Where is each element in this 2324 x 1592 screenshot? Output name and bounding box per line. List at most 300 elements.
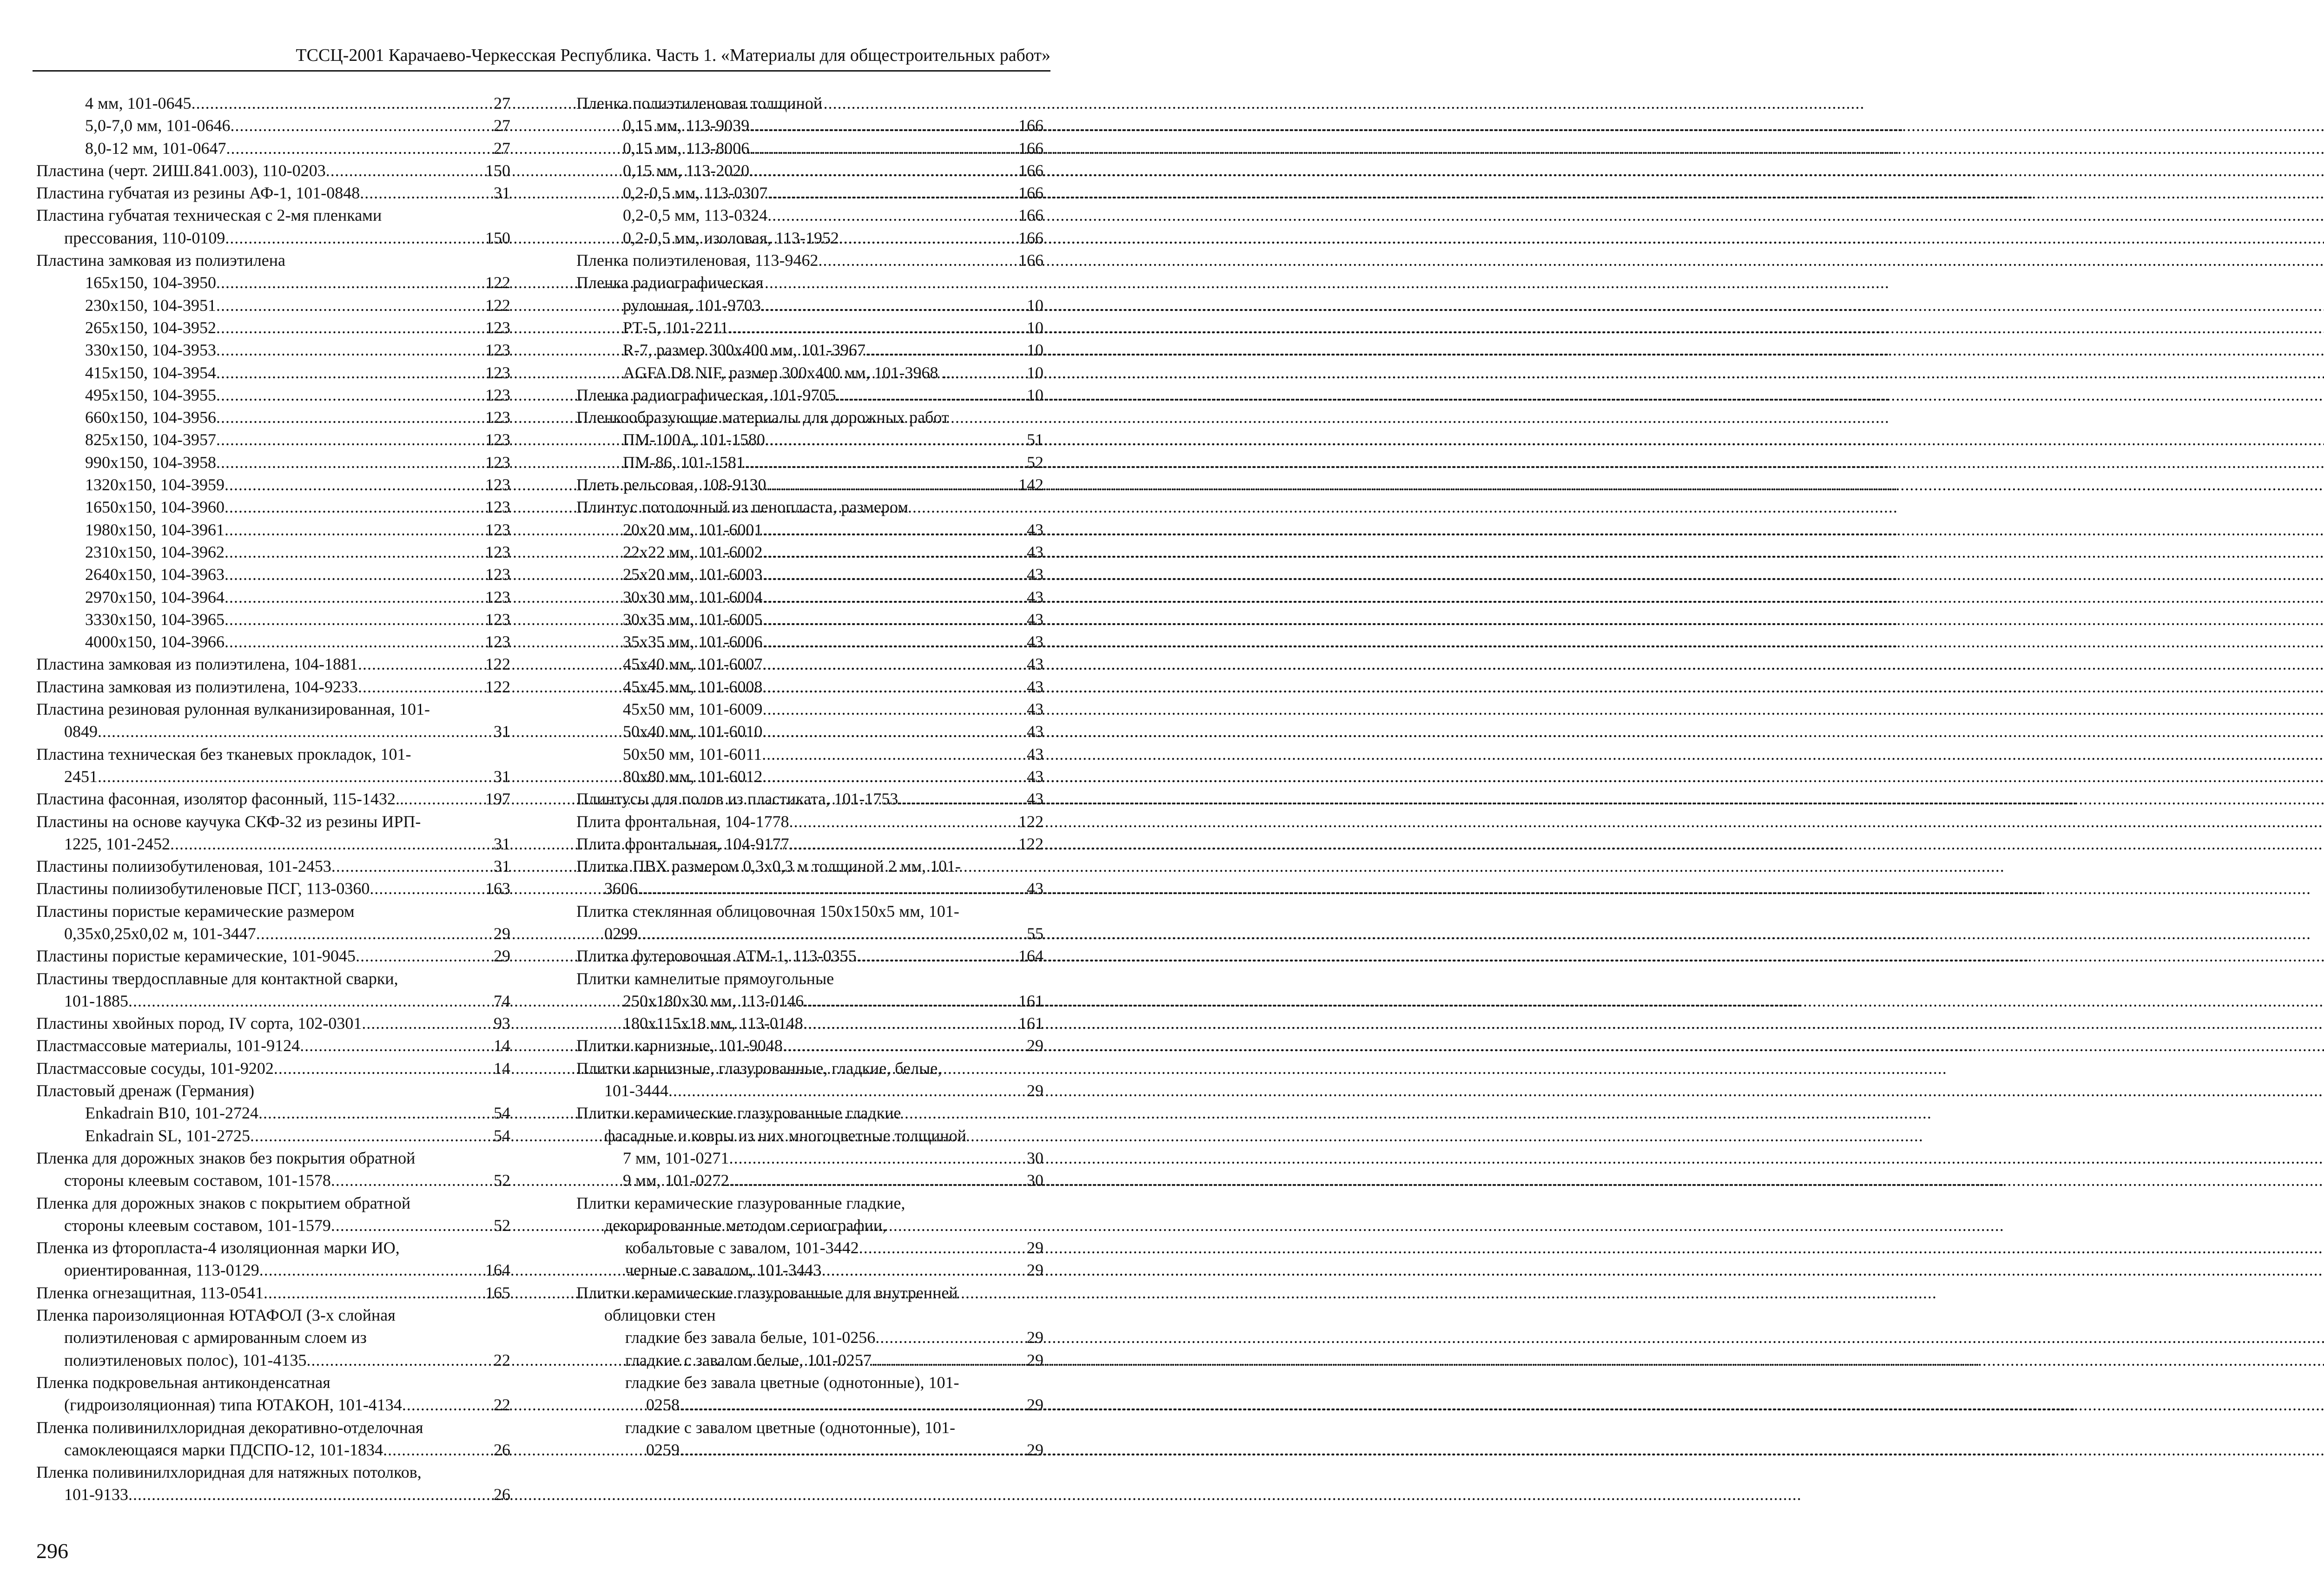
leader-dots	[128, 990, 493, 1012]
entry-page: 161	[1018, 991, 1043, 1010]
index-entry	[36, 720, 510, 743]
entry-page: 122	[1018, 812, 1043, 831]
entry-text: Пластины хвойных пород, IV сорта, 102-0301	[36, 1014, 362, 1033]
entry-page: 54	[494, 1126, 510, 1145]
index-entry	[576, 1259, 1043, 1281]
leader-dots	[274, 1057, 493, 1079]
index-entry	[576, 788, 1043, 810]
index-entry	[576, 541, 1043, 563]
entry-page: 164	[485, 1261, 510, 1280]
leader-dots	[822, 1259, 1026, 1281]
entry-text: Пластины полиизобутиленовая, 101-2453	[36, 857, 331, 876]
leader-dots	[331, 1214, 493, 1237]
entry-text: 660x150, 104-3956	[85, 408, 216, 427]
entry-text: Плитка ПВХ размером 0,3x0,3 м толщиной 2 мм, 101-	[576, 857, 961, 876]
entry-page: 43	[1027, 767, 1043, 786]
entry-text: 250x180x30 мм, 113-0146	[623, 991, 804, 1010]
running-header: ТССЦ-2001 Карачаево-Черкесская Республика. Часть 1. «Материалы для общестроительных работ»	[33, 44, 1050, 72]
entry-page: 122	[485, 296, 510, 315]
page-number: 296	[36, 1539, 68, 1563]
leader-dots	[224, 631, 484, 653]
entry-text: 25x20 мм, 101-6003	[623, 565, 763, 584]
entry-page: 163	[485, 879, 510, 898]
index-entry	[576, 227, 1043, 249]
entry-text: Плитки камнелитые прямоугольные	[576, 969, 834, 988]
entry-text: 3606	[604, 879, 638, 898]
entry-page: 123	[485, 363, 510, 382]
entry-text: Пластина резиновая рулонная вулканизированная, 101-	[36, 700, 430, 719]
index-column-left	[36, 92, 510, 1506]
index-entry	[576, 1012, 1043, 1034]
entry-page: 161	[1018, 1014, 1043, 1033]
entry-page: 52	[494, 1216, 510, 1235]
entry-text: Плита фронтальная, 104-1778	[576, 812, 789, 831]
index-entry	[576, 631, 1043, 653]
entry-text: полиэтиленовых полос), 101-4135	[64, 1350, 307, 1369]
leader-dots	[224, 541, 484, 563]
entry-text: Плитки керамические глазурованные гладкие	[576, 1104, 901, 1123]
index-entry	[36, 1169, 510, 1191]
entry-page: 14	[494, 1059, 510, 1078]
entry-text: Пластина (черт. 2ИШ.841.003), 110-0203	[36, 161, 326, 180]
index-entry	[576, 967, 1043, 990]
entry-text: облицовки стен	[604, 1306, 716, 1325]
leader-dots	[766, 474, 1017, 496]
index-entry	[36, 541, 510, 563]
index-entry	[36, 676, 510, 698]
index-entry	[36, 249, 510, 271]
index-entry	[36, 833, 510, 855]
index-entry	[36, 92, 510, 114]
index-entry	[36, 406, 510, 428]
entry-text: 0,35x0,25x0,02 м, 101-3447	[64, 924, 256, 943]
index-entry	[576, 990, 1043, 1012]
index-entry	[36, 1079, 510, 1102]
entry-page: 31	[494, 857, 510, 876]
entry-page: 123	[485, 408, 510, 427]
entry-text: 50x40 мм, 101-6010	[623, 722, 763, 741]
entry-text: 5,0-7,0 мм, 101-0646	[85, 116, 231, 135]
leader-dots	[216, 362, 484, 384]
leader-dots	[360, 182, 493, 204]
entry-page: 123	[485, 430, 510, 449]
index-entry	[36, 967, 510, 990]
index-entry	[36, 1147, 510, 1169]
index-entry	[576, 698, 1043, 720]
entry-text: 101-3444	[604, 1081, 668, 1100]
index-entry	[576, 720, 1043, 743]
leader-dots	[789, 833, 1017, 855]
entry-page: 55	[1027, 924, 1043, 943]
leader-dots	[680, 1394, 1026, 1416]
entry-page: 10	[1027, 363, 1043, 382]
index-entry	[576, 406, 1043, 428]
leader-dots	[402, 1394, 493, 1416]
leader-dots	[331, 855, 493, 877]
index-entry	[576, 339, 1043, 361]
entry-text: 1650x150, 104-3960	[85, 498, 224, 517]
leader-dots	[224, 608, 484, 631]
entry-text: стороны клеевым составом, 101-1578	[64, 1171, 331, 1190]
leader-dots	[767, 204, 1017, 226]
entry-text: Пластины на основе каучука СКФ-32 из резины ИРП-	[36, 812, 421, 831]
entry-text: Плитки керамические глазурованные для внутренней	[576, 1283, 958, 1302]
leader-dots	[264, 1282, 484, 1304]
index-entry	[36, 496, 510, 518]
index-entry	[576, 204, 1043, 226]
entry-text: 7 мм, 101-0271	[623, 1148, 729, 1167]
entry-page: 122	[485, 655, 510, 674]
entry-page: 166	[1018, 251, 1043, 270]
leader-dots	[638, 922, 1026, 945]
entry-page: 150	[485, 228, 510, 247]
entry-text: Плинтусы для полов из пластиката, 101-1753	[576, 789, 898, 809]
entry-page: 29	[1027, 1350, 1043, 1369]
index-entry	[36, 653, 510, 675]
entry-page: 142	[1018, 475, 1043, 494]
leader-dots	[216, 384, 484, 406]
entry-page: 22	[494, 1350, 510, 1369]
entry-text: 990x150, 104-3958	[85, 453, 216, 472]
entry-page: 29	[1027, 1440, 1043, 1459]
entry-page: 29	[1027, 1261, 1043, 1280]
entry-page: 123	[485, 565, 510, 584]
index-entry	[36, 1214, 510, 1237]
entry-page: 54	[494, 1104, 510, 1123]
entry-page: 52	[494, 1171, 510, 1190]
leader-dots	[668, 1079, 1026, 1102]
entry-text: РТ-5, 101-2211	[623, 318, 729, 337]
entry-page: 10	[1027, 341, 1043, 360]
index-entry	[36, 1461, 510, 1483]
entry-page: 14	[494, 1036, 510, 1055]
entry-page: 197	[485, 789, 510, 809]
entry-page: 93	[494, 1014, 510, 1033]
index-entry	[36, 271, 510, 294]
index-entry	[576, 1394, 1043, 1416]
entry-text: 0,15 мм, 113-2020	[623, 161, 750, 180]
entry-page: 29	[1027, 1238, 1043, 1257]
index-entry	[36, 137, 510, 159]
entry-text: стороны клеевым составом, 101-1579	[64, 1216, 331, 1235]
leader-dots	[872, 1349, 1026, 1371]
entry-text: ориентированная, 113-0129	[64, 1261, 259, 1280]
entry-text: Пластина губчатая из резины АФ-1, 101-0848	[36, 184, 360, 203]
leader-dots	[763, 765, 1026, 788]
leader-dots	[898, 788, 1026, 810]
entry-text: 45x50 мм, 101-6009	[623, 700, 763, 719]
entry-page: 166	[1018, 184, 1043, 203]
index-entry	[36, 384, 510, 406]
index-entry	[576, 1282, 1043, 1304]
entry-page: 123	[485, 542, 510, 561]
entry-text: 30x35 мм, 101-6005	[623, 610, 763, 629]
entry-text: 101-1885	[64, 991, 128, 1010]
index-entry	[576, 92, 1043, 114]
leader-dots	[216, 451, 484, 474]
index-entry	[576, 1102, 1043, 1124]
leader-dots	[857, 945, 1017, 967]
index-entry	[36, 474, 510, 496]
leader-dots	[729, 1169, 1026, 1191]
index-entry	[576, 1079, 1043, 1102]
index-entry	[576, 1057, 1043, 1079]
entry-page: 43	[1027, 587, 1043, 606]
index-entry	[576, 1147, 1043, 1169]
leader-dots	[745, 451, 1026, 474]
index-entry	[36, 1125, 510, 1147]
entry-page: 31	[494, 184, 510, 203]
leader-dots	[356, 945, 493, 967]
entry-text: AGFA D8 NIF, размер 300x400 мм, 101-3968 ...	[623, 363, 955, 382]
leader-dots	[749, 159, 1017, 182]
index-entry	[36, 1483, 510, 1506]
leader-dots	[865, 339, 1026, 361]
entry-text: гладкие с завалом белые, 101-0257	[625, 1350, 872, 1369]
index-entry	[36, 204, 510, 226]
entry-text: 1225, 101-2452	[64, 834, 170, 853]
entry-text: Пластина техническая без тканевых прокладок, 101-	[36, 744, 411, 763]
index-entry	[576, 428, 1043, 451]
entry-page: 123	[485, 587, 510, 606]
leader-dots	[955, 362, 1026, 384]
leader-dots	[216, 339, 484, 361]
index-entry	[36, 159, 510, 182]
entry-text: 20x20 мм, 101-6001	[623, 520, 763, 539]
index-entry	[36, 698, 510, 720]
entry-page: 43	[1027, 655, 1043, 674]
entry-text: декорированные методом сериографии,	[604, 1216, 887, 1235]
entry-text: кобальтовые с завалом, 101-3442	[625, 1238, 859, 1257]
index-entry	[576, 294, 1043, 316]
entry-text: Пластины пористые керамические размером	[36, 901, 355, 921]
leader-dots	[358, 653, 484, 675]
index-entry	[36, 1057, 510, 1079]
leader-dots	[259, 1259, 484, 1281]
leader-dots	[763, 563, 1026, 585]
entry-page: 123	[485, 385, 510, 404]
entry-page: 43	[1027, 789, 1043, 809]
entry-text: Пленка поливинилхлоридная декоративно-отделочная	[36, 1418, 423, 1437]
index-entry	[576, 586, 1043, 608]
entry-page: 123	[485, 453, 510, 472]
index-entry	[576, 137, 1043, 159]
leader-dots	[763, 586, 1026, 608]
entry-text: Пластина фасонная, изолятор фасонный, 115-1432..	[36, 789, 404, 809]
index-entry	[576, 114, 1043, 137]
index-entry	[576, 1371, 1043, 1394]
index-entry	[576, 900, 1043, 922]
leader-dots	[216, 294, 484, 316]
entry-text: 165x150, 104-3950	[85, 273, 216, 292]
entry-page: 166	[1018, 228, 1043, 247]
index-entry	[36, 1394, 510, 1416]
leader-dots	[358, 676, 484, 698]
entry-page: 10	[1027, 296, 1043, 315]
index-entry	[576, 1349, 1043, 1371]
entry-text: 0,15 мм, 113-8006	[623, 138, 750, 158]
index-entry	[36, 1259, 510, 1281]
entry-page: 22	[494, 1395, 510, 1414]
index-entry	[36, 810, 510, 833]
leader-dots	[804, 990, 1017, 1012]
index-entry	[576, 519, 1043, 541]
index-entry	[576, 1192, 1043, 1214]
leader-dots	[300, 1034, 493, 1057]
leader-dots	[404, 788, 484, 810]
entry-text: Плитки керамические глазурованные гладкие,	[576, 1193, 905, 1212]
index-entry	[576, 743, 1043, 765]
entry-page: 166	[1018, 206, 1043, 225]
entry-page: 165	[485, 1283, 510, 1302]
entry-text: Пленка радиографическая	[576, 273, 764, 292]
entry-text: 265x150, 104-3952	[85, 318, 216, 337]
leader-dots	[224, 474, 484, 496]
index-entry	[36, 1192, 510, 1214]
index-entry	[36, 743, 510, 765]
index-entry	[576, 1326, 1043, 1349]
entry-page: 43	[1027, 744, 1043, 763]
entry-page: 43	[1027, 700, 1043, 719]
index-entry	[36, 1326, 510, 1349]
entry-text: полиэтиленовая с армированным слоем из	[64, 1328, 367, 1347]
entry-page: 43	[1027, 565, 1043, 584]
entry-text: 0849	[64, 722, 98, 741]
entry-page: 43	[1027, 722, 1043, 741]
leader-dots	[875, 1326, 1026, 1349]
entry-text: R-7, размер 300x400 мм, 101-3967	[623, 341, 865, 360]
index-entry	[36, 945, 510, 967]
entry-page: 27	[494, 94, 510, 112]
entry-page: 31	[494, 767, 510, 786]
leader-dots	[231, 114, 493, 137]
entry-text: гладкие без завала цветные (однотонные), 101-	[625, 1373, 959, 1392]
entry-text: 0,2-0,5 мм, 113-0307	[623, 184, 768, 203]
index-entry	[36, 1349, 510, 1371]
index-entry	[36, 114, 510, 137]
leader-dots	[763, 519, 1026, 541]
index-entry	[576, 608, 1043, 631]
entry-text: 0299	[604, 924, 638, 943]
entry-page: 30	[1027, 1148, 1043, 1167]
entry-text: фасадные и ковры из них многоцветные толщиной	[604, 1126, 966, 1145]
entry-text: 35x35 мм, 101-6006	[623, 632, 763, 651]
entry-page: 43	[1027, 610, 1043, 629]
leader-dots	[638, 877, 1026, 900]
index-entry	[576, 1034, 1043, 1057]
leader-dots	[98, 720, 493, 743]
leader-dots	[191, 92, 493, 114]
entry-page: 123	[485, 318, 510, 337]
entry-text: 330x150, 104-3953	[85, 341, 216, 360]
entry-text: 0259	[646, 1440, 680, 1459]
entry-text: Пластмассовые материалы, 101-9124	[36, 1036, 300, 1055]
entry-text: Пластина замковая из полиэтилена	[36, 251, 286, 270]
index-entry	[36, 1371, 510, 1394]
index-entry	[576, 563, 1043, 585]
index-entry	[576, 833, 1043, 855]
index-entry	[36, 227, 510, 249]
entry-text: Пластины пористые керамические, 101-9045	[36, 947, 356, 966]
entry-page: 27	[494, 138, 510, 158]
index-entry	[576, 765, 1043, 788]
entry-page: 29	[494, 947, 510, 966]
entry-text: Пластина замковая из полиэтилена, 104-1881	[36, 655, 358, 674]
index-entry	[36, 922, 510, 945]
entry-page: 122	[1018, 834, 1043, 853]
entry-page: 166	[1018, 116, 1043, 135]
entry-page: 74	[494, 991, 510, 1010]
leader-dots	[326, 159, 484, 182]
entry-text: 495x150, 104-3955	[85, 385, 216, 404]
entry-text: 101-9133	[64, 1485, 128, 1504]
index-entry	[576, 945, 1043, 967]
index-entry	[576, 316, 1043, 339]
entry-page: 43	[1027, 542, 1043, 561]
index-entry	[36, 1439, 510, 1461]
leader-dots	[803, 1012, 1017, 1034]
entry-text: Плитки карнизные, глазурованные, гладкие, белые,	[576, 1059, 942, 1078]
entry-page: 122	[485, 677, 510, 696]
entry-text: 50x50 мм, 101-6011	[623, 744, 762, 763]
entry-text: Пластина губчатая техническая с 2-мя пленками	[36, 206, 382, 225]
leader-dots	[763, 720, 1026, 743]
index-entry	[36, 1304, 510, 1326]
index-entry	[36, 339, 510, 361]
leader-dots	[763, 608, 1026, 631]
entry-text: 4000x150, 104-3966	[85, 632, 224, 651]
leader-dots	[216, 271, 484, 294]
entry-page: 123	[485, 520, 510, 539]
leader-dots	[383, 1439, 493, 1461]
index-entry	[576, 676, 1043, 698]
entry-page: 122	[485, 273, 510, 292]
index-column-right	[576, 92, 1043, 1461]
index-entry	[576, 159, 1043, 182]
index-entry	[576, 474, 1043, 496]
index-entry	[36, 990, 510, 1012]
entry-text: 80x80 мм, 101-6012	[623, 767, 763, 786]
entry-page: 29	[1027, 1395, 1043, 1414]
entry-text: 180x115x18 мм, 113-0148	[623, 1014, 803, 1033]
entry-text: Плитка стеклянная облицовочная 150x150x5 мм, 101-	[576, 901, 959, 921]
entry-page: 51	[1027, 430, 1043, 449]
entry-text: (гидроизоляционная) типа ЮТАКОН, 101-4134	[64, 1395, 402, 1414]
entry-text: 22x22 мм, 101-6002	[623, 542, 763, 561]
leader-dots	[763, 676, 1026, 698]
entry-page: 123	[485, 475, 510, 494]
index-entry	[576, 1416, 1043, 1439]
index-entry	[576, 653, 1043, 675]
index-entry	[36, 519, 510, 541]
index-entry	[36, 294, 510, 316]
entry-text: Плита фронтальная, 104-9177	[576, 834, 789, 853]
index-entry	[36, 428, 510, 451]
entry-text: ПМ-100А, 101-1580	[623, 430, 765, 449]
entry-page: 43	[1027, 520, 1043, 539]
leader-dots	[749, 137, 1017, 159]
leader-dots	[728, 316, 1026, 339]
entry-text: 9 мм, 101-0272	[623, 1171, 729, 1190]
index-entry	[576, 249, 1043, 271]
entry-text: 2640x150, 104-3963	[85, 565, 224, 584]
entry-text: прессования, 110-0109	[64, 228, 225, 247]
index-entry	[36, 316, 510, 339]
entry-text: рулонная, 101-9703	[623, 296, 761, 315]
entry-page: 27	[494, 116, 510, 135]
index-entry	[36, 362, 510, 384]
entry-page: 29	[494, 924, 510, 943]
